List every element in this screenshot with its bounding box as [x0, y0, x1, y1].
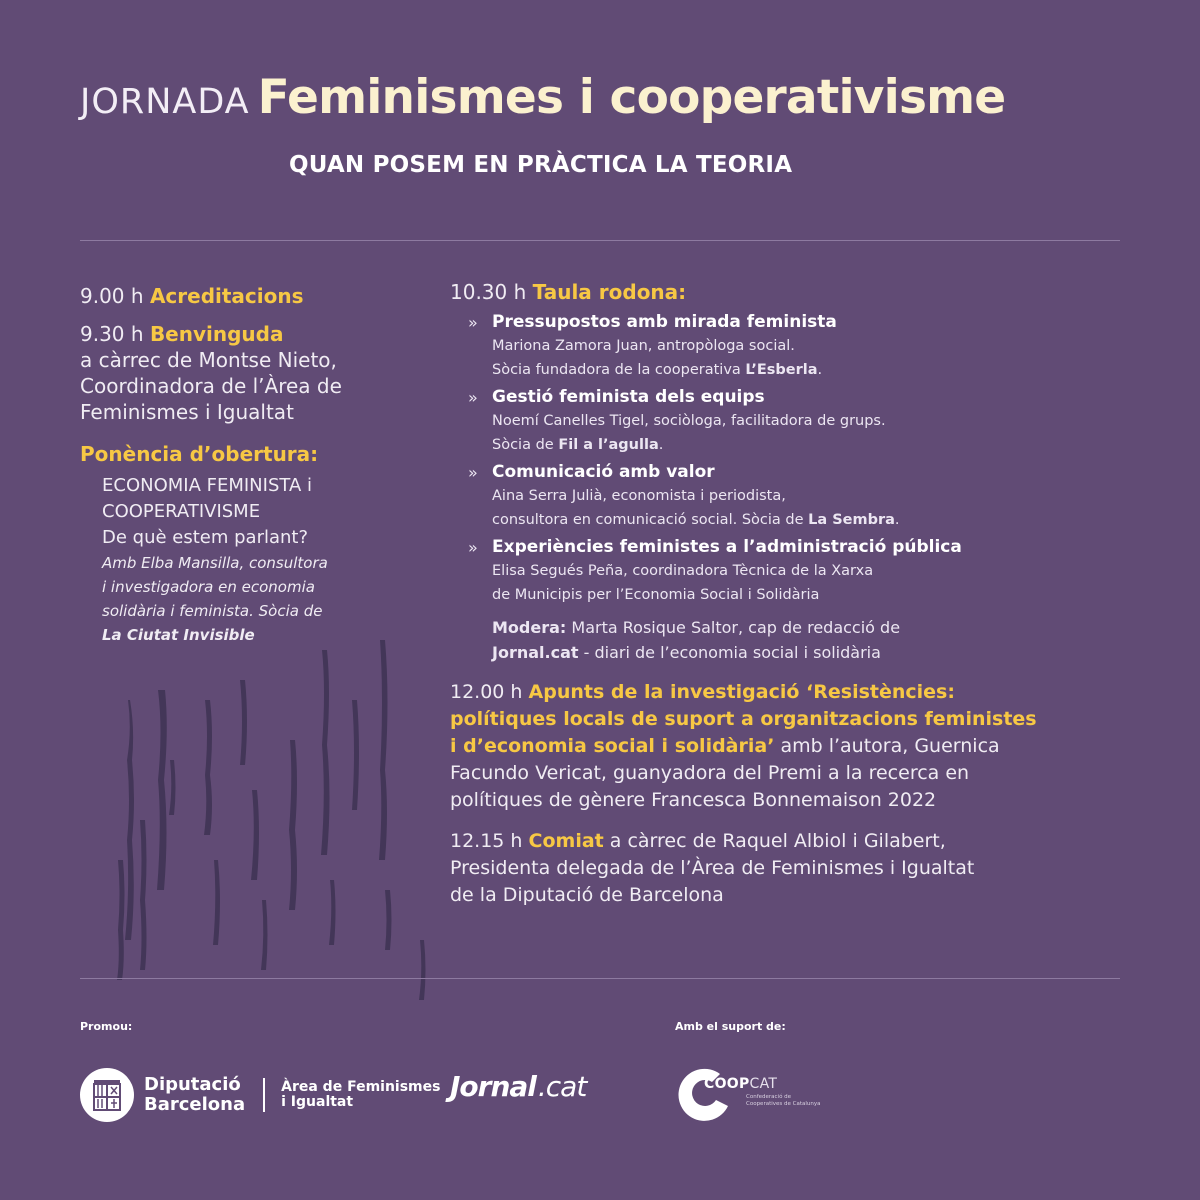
speaker-affiliation [492, 433, 1140, 457]
moderator [450, 615, 1140, 665]
moderator-label: Modera: [492, 618, 567, 637]
title-prefix: JORNADA [80, 82, 250, 122]
ponencia-heading: Ponència d’obertura: [80, 442, 319, 466]
affiliation-end: . [894, 512, 900, 528]
top-divider [80, 240, 1120, 241]
speaker-affiliation [492, 583, 1140, 607]
acreditacions-item [80, 283, 410, 309]
taula-label: Taula rodona: [532, 280, 687, 304]
benvinguda-label: Benvinguda [149, 322, 284, 346]
apunts-author-line: Facundo Vericat, guanyadora del Premi a la recerca en [450, 762, 970, 784]
speaker-name: Mariona Zamora Juan, antropòloga social. [492, 338, 795, 354]
right-column [450, 279, 1140, 909]
area-line1: Àrea de Feminismes [281, 1079, 441, 1095]
apunts-title-cont: polítiques locals de suport a organitzacions feministes [450, 708, 1037, 730]
diputacio-seal-icon [80, 1068, 134, 1122]
bottom-divider [80, 978, 1120, 979]
subtitle: QUAN POSEM EN PRÀCTICA LA TEORIA [289, 152, 793, 178]
benvinguda-item [80, 321, 410, 425]
speaker-affiliation [492, 508, 1140, 532]
comiat-line: Presidenta delegada de l’Àrea de Feminismes i Igualtat [450, 857, 975, 879]
area-line2: i Igualtat [281, 1094, 354, 1110]
speaker-item [450, 311, 1140, 382]
moderator-name: Marta Rosique Saltor, cap de redacció de [566, 618, 901, 637]
coopcat-logo [672, 1060, 822, 1124]
speaker-item [450, 461, 1140, 532]
acreditacions-time: 9.00 h [80, 284, 144, 308]
promou-label: Promou: [80, 1020, 133, 1033]
moderator-outlet: Jornal.cat [492, 643, 579, 662]
benvinguda-line: Coordinadora de l’Àrea de [80, 374, 342, 398]
benvinguda-time: 9.30 h [80, 322, 144, 346]
ponencia-coop-name: La Ciutat Invisible [102, 626, 255, 644]
comiat-label: Comiat [528, 830, 604, 852]
comiat-speaker: a càrrec de Raquel Albiol i Gilabert, [603, 830, 946, 852]
moderator-outlet-desc: - diari de l’economia social i solidària [578, 643, 881, 662]
chevron-right-icon: » [468, 538, 478, 557]
speaker-topic: Pressupostos amb mirada feminista [492, 312, 837, 332]
area-name [281, 1080, 440, 1110]
speaker-topic: Comunicació amb valor [492, 462, 715, 482]
ponencia-speaker-line: solidària i feminista. Sòcia de [102, 602, 323, 620]
ponencia-speaker-line: Amb Elba Mansilla, consultora [102, 554, 328, 572]
speaker-name: Elisa Segués Peña, coordinadora Tècnica de la Xarxa [492, 563, 874, 579]
affiliation-text: Sòcia fundadora de la cooperativa [492, 362, 746, 378]
speaker-item [450, 536, 1140, 607]
apunts-time: 12.00 h [450, 681, 523, 703]
benvinguda-line: a càrrec de Montse Nieto, [80, 348, 337, 372]
ponencia-speaker-line: i investigadora en economia [102, 578, 315, 596]
affiliation-text: Sòcia de [492, 437, 559, 453]
coopcat-thin: CAT [749, 1076, 778, 1092]
speaker-affiliation [492, 358, 1140, 382]
ponencia-title-line: COOPERATIVISME [102, 501, 261, 522]
ponencia-title-line: ECONOMIA FEMINISTA i [102, 475, 313, 496]
speaker-topic: Gestió feminista dels equips [492, 387, 765, 407]
taula-time: 10.30 h [450, 280, 527, 304]
chevron-right-icon: » [468, 463, 478, 482]
speaker-name: Noemí Canelles Tigel, sociòloga, facilitadora de grups. [492, 413, 886, 429]
ponencia-question: De què estem parlant? [102, 527, 309, 548]
speaker-item [450, 386, 1140, 457]
diputacio-line1: Diputació [144, 1074, 241, 1095]
affiliation-text: de Municipis per l’Economia Social i Solidària [492, 587, 820, 603]
speaker-topic: Experiències feministes a l’administració pública [492, 537, 962, 557]
apunts-item [450, 679, 1140, 814]
coopcat-wordmark [704, 1076, 777, 1092]
affiliation-org: La Sembra [808, 512, 895, 528]
jornal-cat-logo [450, 1070, 586, 1103]
chevron-right-icon: » [468, 388, 478, 407]
apunts-author-line: polítiques de gènere Francesca Bonnemaison 2022 [450, 789, 937, 811]
comiat-line: de la Diputació de Barcelona [450, 884, 724, 906]
apunts-author: amb l’autora, Guernica [774, 735, 1000, 757]
ponencia-item [80, 441, 410, 647]
affiliation-text: consultora en comunicació social. Sòcia de [492, 512, 809, 528]
apunts-title: Apunts de la investigació ‘Resistències: [528, 681, 955, 703]
diputacio-line2: Barcelona [144, 1094, 246, 1115]
main-title: Feminismes i cooperativisme [257, 70, 1006, 125]
affiliation-org: Fil a l’agulla [558, 437, 659, 453]
jornal-main: Jornal [450, 1070, 536, 1103]
speaker-name: Aina Serra Julià, economista i periodista, [492, 488, 786, 504]
affiliation-end: . [658, 437, 664, 453]
apunts-title-end: i d’economia social i solidària’ [450, 735, 775, 757]
left-column [80, 283, 410, 659]
benvinguda-line: Feminismes i Igualtat [80, 400, 294, 424]
chevron-right-icon: » [468, 313, 478, 332]
jornal-suffix: .cat [537, 1070, 587, 1103]
affiliation-org: L’Esberla [745, 362, 818, 378]
acreditacions-label: Acreditacions [149, 284, 304, 308]
comiat-item [450, 828, 1140, 909]
coopcat-bold: COOP [704, 1076, 750, 1092]
header [80, 70, 1140, 178]
taula-heading [450, 279, 1140, 305]
comiat-time: 12.15 h [450, 830, 523, 852]
title-line [80, 70, 1140, 125]
logo-separator [263, 1078, 265, 1112]
affiliation-end: . [817, 362, 823, 378]
diputacio-name [144, 1075, 245, 1115]
suport-label: Amb el suport de: [675, 1020, 786, 1033]
coopcat-subtitle: Confederació de Cooperatives de Catalunya [746, 1094, 821, 1107]
diputacio-logo [80, 1060, 440, 1130]
coopcat-c-icon [672, 1060, 736, 1124]
